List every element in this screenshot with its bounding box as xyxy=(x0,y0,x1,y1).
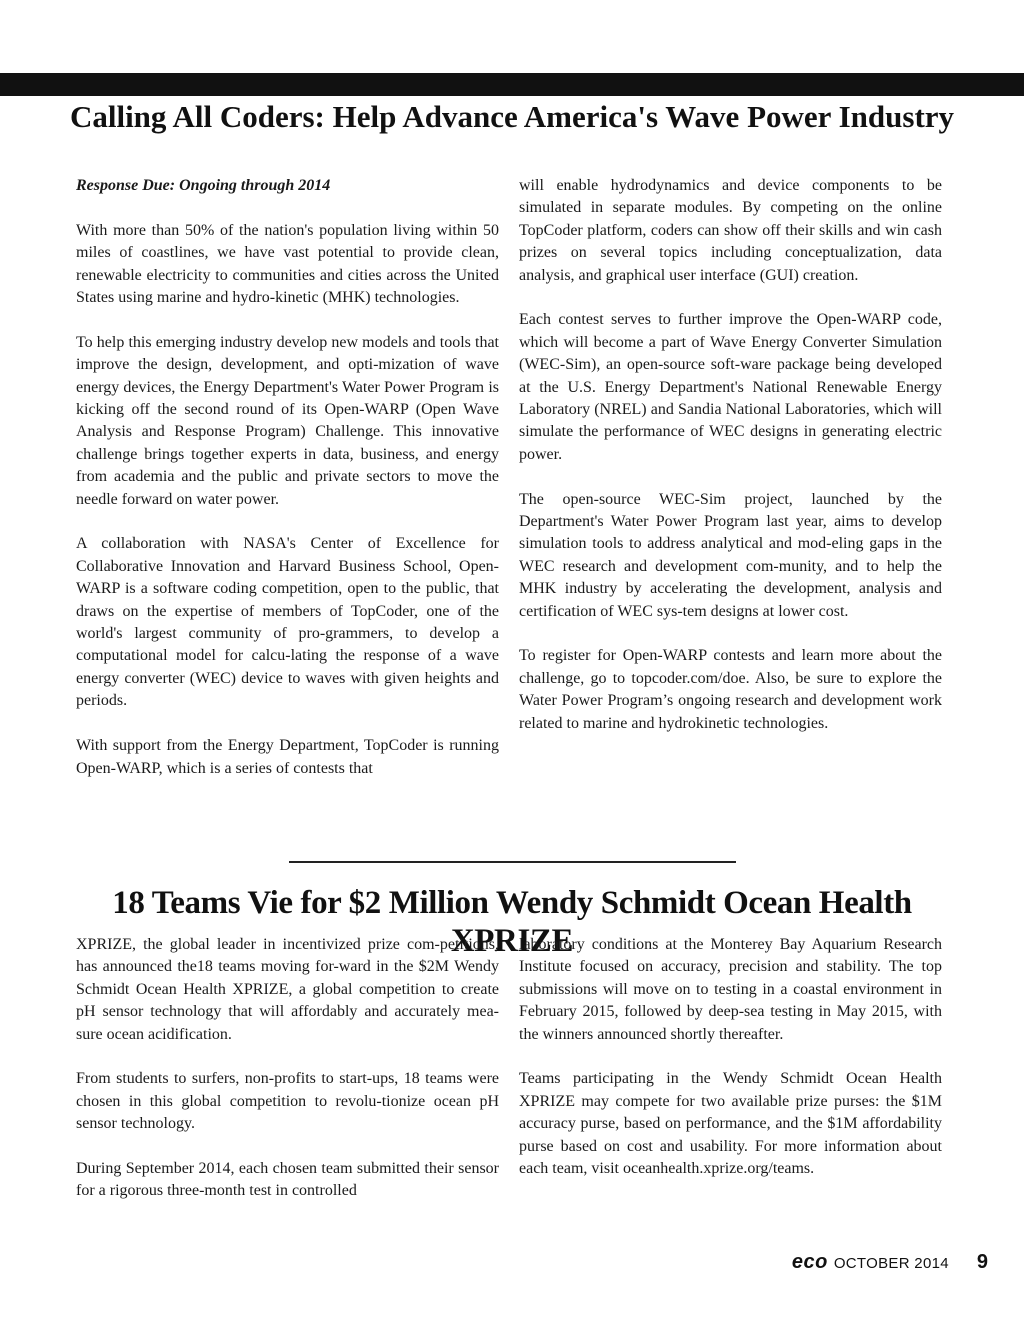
page-number: 9 xyxy=(976,1251,988,1273)
response-due-line: Response Due: Ongoing through 2014 xyxy=(76,177,331,194)
section-divider xyxy=(289,861,736,863)
article-1-right-column xyxy=(519,175,942,735)
page-footer xyxy=(792,1251,988,1277)
article-1-paragraph: Each contest serves to further improve the Open-WARP code, which will become a part of Wave Energy Converter Simulation (WEC-Sim), an open-source soft-ware package being developed at the U.S. Energy Department's National Renewable Energy Laboratory (NREL) and Sandia National Laboratories, which will simulate the performance of WEC designs in generating electric power. xyxy=(519,311,942,463)
article-1-title: Calling All Coders: Help Advance America's Wave Power Industry xyxy=(69,99,955,134)
article-2-right-column xyxy=(519,934,942,1180)
article-2-paragraph: During September 2014, each chosen team submitted their sensor for a rigorous three-month test in controlled xyxy=(76,1160,499,1200)
article-1-left-column xyxy=(76,175,499,780)
article-1-paragraph: To help this emerging industry develop new models and tools that improve the design, development, and opti-mization of wave energy devices, the Energy Department's Water Power Program is kicking off the second round of its Open-WARP (Open Wave Analysis and Response Program) Challenge. This innovative challenge brings together experts in data, business, and energy from academia and the public and private sectors to move the needle forward on water power. xyxy=(76,333,499,508)
top-header-bar xyxy=(0,73,1024,96)
article-1-paragraph: The open-source WEC-Sim project, launched by the Department's Water Power Program last year, aims to develop simulation tools to address analytical and mod-eling gaps in the WEC research and development com-munity, and to help the MHK industry by accelerating the development, analysis and certification of WEC sys-tem designs at lower cost. xyxy=(519,490,942,620)
article-2-left-column xyxy=(76,934,499,1203)
magazine-brand: eco xyxy=(791,1251,828,1273)
article-1-paragraph: With more than 50% of the nation's population living within 50 miles of coastlines, we have vast potential to provide clean, renewable electricity to communities and cities across the United States using marine and hydro-kinetic (MHK) technologies. xyxy=(76,221,499,307)
article-2-paragraph: XPRIZE, the global leader in incentivized prize com-petitions, has announced the18 teams moving for-ward in the $2M Wendy Schmidt Ocean Health XPRIZE, a global competition to create pH sensor technology that will affordably and accurately mea-sure ocean acidification. xyxy=(76,936,499,1043)
article-1-paragraph: will enable hydrodynamics and device components to be simulated in separate modules. By competing on the online TopCoder platform, coders can show off their skills and win cash prizes on several topics including conceptualization, data analysis, and graphical user interface (GUI) creation. xyxy=(519,177,942,284)
article-1-paragraph: With support from the Energy Department, TopCoder is running Open-WARP, which is a series of contests that xyxy=(76,737,499,777)
article-1-paragraph: A collaboration with NASA's Center of Excellence for Collaborative Innovation and Harvard Business School, Open-WARP is a software coding competition, open to the public, that draws on the expertise of members of TopCoder, one of the world's largest community of pro-grammers, to develop a computational model for calcu-lating the response of a wave energy converter (WEC) device to waves with given heights and periods. xyxy=(76,535,499,710)
article-2-paragraph: laboratory conditions at the Monterey Bay Aquarium Research Institute focused on accuracy, precision and stability. The top submissions will move on to testing in a coastal environment in February 2015, followed by deep-sea testing in May 2015, with the winners announced shortly thereafter. xyxy=(519,936,942,1043)
article-2-title: 18 Teams Vie for $2 Million Wendy Schmidt Ocean Health XPRIZE xyxy=(112,885,912,959)
article-2-paragraph: Teams participating in the Wendy Schmidt Ocean Health XPRIZE may compete for two available prize purses: the $1M accuracy purse, based on performance, and the $1M affordability purse based on cost and usability. For more information about each team, visit oceanhealth.xprize.org/teams. xyxy=(519,1070,942,1178)
article-1-paragraph: To register for Open-WARP contests and learn more about the challenge, go to topcoder.com/doe. Also, be sure to explore the Water Power Program’s ongoing research and development work related to marine and hydrokinetic technologies. xyxy=(519,647,942,732)
article-2-paragraph: From students to surfers, non-profits to start-ups, 18 teams were chosen in this global competition to revolu-tionize ocean pH sensor technology. xyxy=(76,1070,499,1133)
issue-date: OCTOBER 2014 xyxy=(833,1255,949,1272)
